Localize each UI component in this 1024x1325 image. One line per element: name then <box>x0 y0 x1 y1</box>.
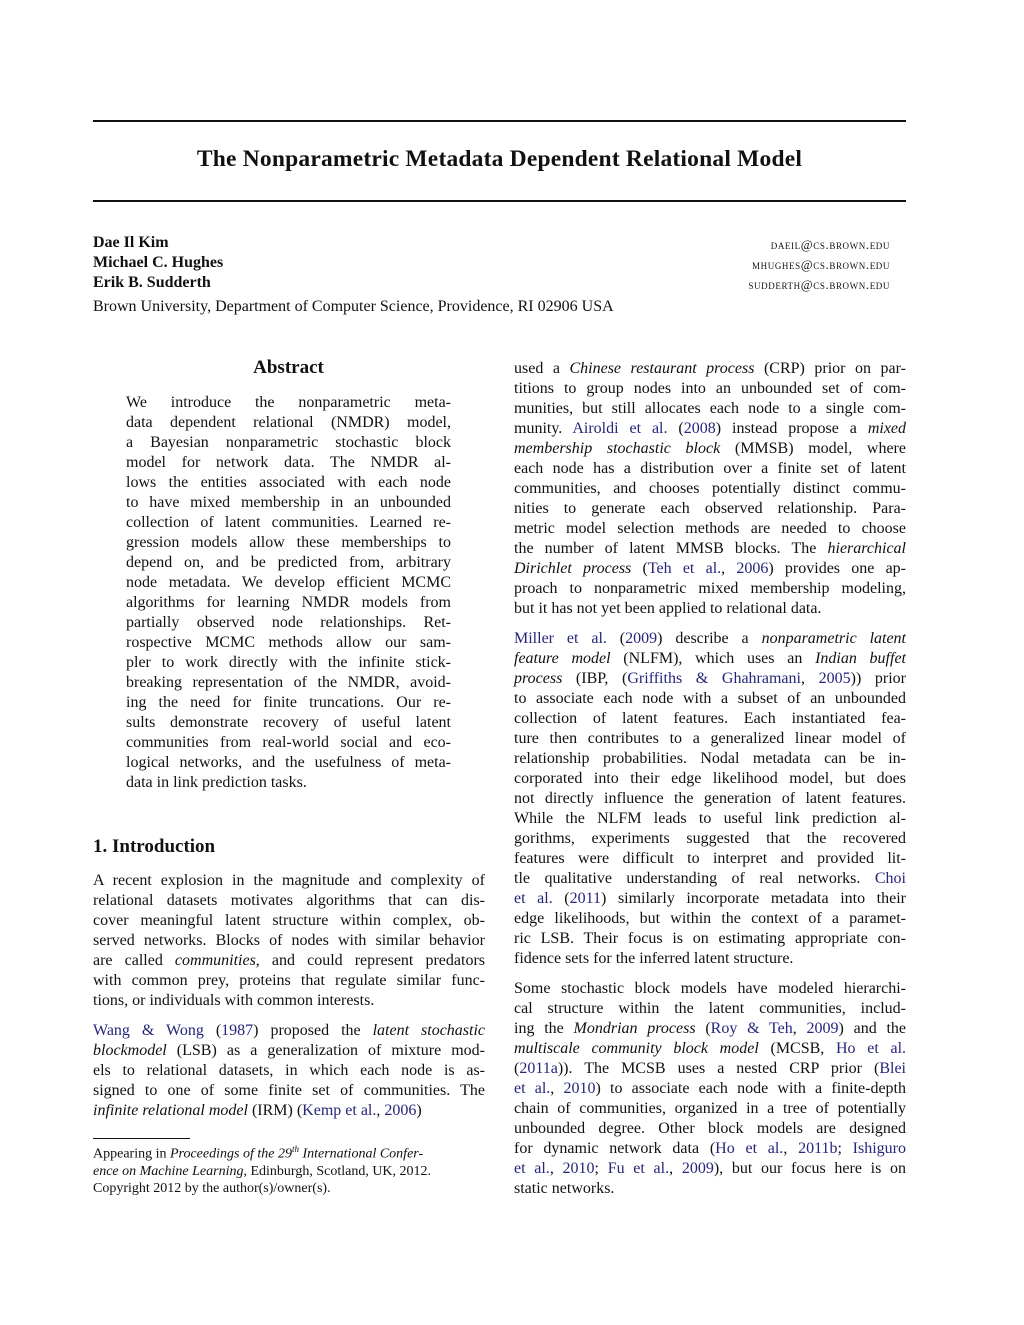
text-run: ing the need for finite truncations. Our re- <box>126 694 451 711</box>
text-run: not directly influence the generation of latent features. <box>514 790 906 807</box>
italic-term: blockmodel <box>93 1042 167 1059</box>
text-run: collection of latent communities. Learned re- <box>126 514 451 531</box>
text-line <box>514 1179 906 1199</box>
italic-term: process <box>514 670 563 687</box>
citation-link[interactable]: Fu et al. <box>607 1160 670 1177</box>
text-run: but it has not yet been applied to relational data. <box>514 600 822 617</box>
citation-link[interactable]: 2011a <box>519 1060 558 1077</box>
text-line <box>514 749 906 769</box>
text-run: ; <box>594 1160 608 1177</box>
text-line <box>93 1101 485 1121</box>
text-run: (LSB) as a generalization of mixture mod- <box>166 1042 485 1059</box>
text-line <box>514 519 906 539</box>
text-run: , <box>376 1102 385 1119</box>
text-line <box>93 891 485 911</box>
text-run: collection of latent features. Each instantiated fea- <box>514 710 906 727</box>
text-line <box>514 979 906 999</box>
text-line <box>514 439 906 459</box>
citation-link[interactable]: 2008 <box>683 420 716 437</box>
text-line <box>514 629 906 649</box>
text-run: )) prior <box>850 670 907 687</box>
text-run: (MMSB) model, where <box>720 440 906 457</box>
text-run: ( <box>631 560 648 577</box>
text-run: partially observed node relationships. Ret- <box>126 614 451 631</box>
text-run: , and could represent predators <box>255 952 485 969</box>
citation-link[interactable]: Griffiths & Ghahramani <box>627 670 801 687</box>
text-run: rospective MCMC methods allow our sam- <box>126 634 451 651</box>
text-line <box>126 493 451 513</box>
text-run: ( <box>606 630 626 647</box>
abstract-heading: Abstract <box>253 357 324 378</box>
text-line <box>126 513 451 533</box>
text-line <box>126 653 451 673</box>
text-line <box>93 951 485 971</box>
text-run: model for network data. The NMDR al- <box>126 454 451 471</box>
text-run: breaking representation of the NMDR, avoid- <box>126 674 451 691</box>
text-line <box>514 729 906 749</box>
text-run: ) proposed the <box>253 1022 373 1039</box>
text-run: ( <box>552 890 570 907</box>
text-run: served networks. Blocks of nodes with similar behavior <box>93 932 485 949</box>
footnote-venue: Proceedings of the 29 <box>169 1146 292 1162</box>
text-run: , <box>721 560 737 577</box>
text-line <box>93 1081 485 1101</box>
text-run: cal structure within the latent communities, includ- <box>514 1000 906 1017</box>
text-run: ture then contributes to a generalized linear model of <box>514 730 906 747</box>
text-line <box>514 1079 906 1099</box>
italic-term: multiscale community block model <box>514 1040 759 1057</box>
text-run: corporated into their edge likelihood model, but does <box>514 770 906 787</box>
text-run: ; <box>837 1140 853 1157</box>
citation-link[interactable]: 1987 <box>221 1022 254 1039</box>
text-run: , <box>783 1140 799 1157</box>
text-run: algorithms for learning NMDR models from <box>126 594 451 611</box>
citation-link[interactable]: 2006 <box>384 1102 417 1119</box>
author-email[interactable]: daeil@cs.brown.edu <box>770 237 890 252</box>
text-run: relationship probabilities. Nodal metadata can be in- <box>514 750 906 767</box>
affiliation: Brown University, Department of Computer Science, Providence, RI 02906 USA <box>93 298 614 315</box>
text-run: data dependent relational (NMDR) model, <box>126 414 451 431</box>
text-run: proach to nonparametric mixed membership modeling, <box>514 580 906 597</box>
text-line <box>514 909 906 929</box>
text-run: features were difficult to interpret and provided lit- <box>514 850 906 867</box>
top-rule <box>93 120 906 122</box>
text-line <box>514 459 906 479</box>
citation-link[interactable]: 2006 <box>736 560 769 577</box>
text-run: gorithms, experiments suggested that the recovered <box>514 830 906 847</box>
text-run: munity. <box>514 420 573 437</box>
text-run: ( <box>667 420 684 437</box>
italic-term: infinite relational model <box>93 1102 248 1119</box>
footnote-text: Appearing in <box>93 1146 170 1162</box>
text-line <box>514 499 906 519</box>
citation-link[interactable]: Choi <box>874 870 906 887</box>
text-run: are called <box>93 952 175 969</box>
text-run: , <box>550 1080 564 1097</box>
text-run: communities, and chooses potentially distinct commu- <box>514 480 906 497</box>
text-run: ) provides one ap- <box>768 560 907 577</box>
footnote-venue: ence on Machine Learning <box>93 1163 244 1179</box>
citation-link[interactable]: et al. <box>514 890 553 907</box>
citation-link[interactable]: 2010 <box>562 1160 595 1177</box>
text-line <box>126 633 451 653</box>
text-line <box>514 1059 906 1079</box>
text-line <box>514 1019 906 1039</box>
citation-link[interactable]: et al. <box>514 1160 550 1177</box>
text-run: ) instead propose a <box>715 420 868 437</box>
text-line <box>514 419 906 439</box>
italic-term: Mondrian process <box>573 1020 696 1037</box>
text-line <box>93 911 485 931</box>
text-line <box>514 559 906 579</box>
text-line <box>93 1041 485 1061</box>
text-run: used a <box>514 360 570 377</box>
citation-link[interactable]: Ho et al. <box>835 1040 907 1057</box>
title-bottom-rule <box>93 200 906 202</box>
text-line <box>126 553 451 573</box>
citation-link[interactable]: Ishiguro <box>852 1140 906 1157</box>
text-run: (NLFM), which uses an <box>610 650 816 667</box>
text-line <box>126 733 451 753</box>
text-line <box>514 869 906 889</box>
text-run: ( <box>514 1060 520 1077</box>
text-run: We introduce the nonparametric meta- <box>126 394 451 411</box>
text-line <box>93 931 485 951</box>
text-line <box>514 379 906 399</box>
paragraph <box>93 1021 485 1121</box>
text-line <box>126 593 451 613</box>
italic-term: Chinese restaurant process <box>569 360 755 377</box>
citation-link[interactable]: 2009 <box>681 1160 714 1177</box>
right-column-body <box>514 359 906 1209</box>
text-line <box>514 1139 906 1159</box>
paragraph <box>514 629 906 969</box>
text-line <box>514 669 906 689</box>
text-run: titions to group nodes into an unbounded set of com- <box>514 380 906 397</box>
left-column-body <box>93 871 485 1131</box>
text-run: to associate each node with a subset of an unbounded <box>514 690 906 707</box>
text-line <box>514 949 906 969</box>
italic-term: mixed <box>867 420 907 437</box>
text-run: the number of latent MMSB blocks. The <box>514 540 828 557</box>
text-line <box>126 693 451 713</box>
text-line <box>514 599 906 619</box>
text-line <box>93 1061 485 1081</box>
citation-link[interactable]: Teh et al. <box>647 560 722 577</box>
italic-term: Indian buffet <box>815 650 906 667</box>
text-run: tions, or individuals with common interests. <box>93 992 375 1009</box>
footnote-rule <box>93 1138 190 1139</box>
text-run: ( <box>695 1020 711 1037</box>
citation-link[interactable]: Kemp et al. <box>302 1102 377 1119</box>
text-line <box>93 991 485 1011</box>
text-run: a Bayesian nonparametric stochastic block <box>126 434 451 451</box>
text-line <box>126 573 451 593</box>
text-run: While the NLFM leads to useful link prediction al- <box>514 810 906 827</box>
text-run: data in link prediction tasks. <box>126 774 307 791</box>
text-run: chain of communities, organized in a tree of potentially <box>514 1100 906 1117</box>
text-run: )). The MCSB uses a nested CRP prior ( <box>557 1060 880 1077</box>
text-run: , <box>792 1020 807 1037</box>
text-run: gression models allow these memberships to <box>126 534 451 551</box>
text-run: pler to work directly with the infinite stick- <box>126 654 451 671</box>
text-line <box>126 473 451 493</box>
citation-link[interactable]: 2005 <box>818 670 851 687</box>
citation-link[interactable]: 2009 <box>806 1020 839 1037</box>
citation-link[interactable]: 2011 <box>569 890 602 907</box>
text-run: each node has a distribution over a finite set of latent <box>514 460 906 477</box>
paragraph <box>514 979 906 1199</box>
text-line <box>126 673 451 693</box>
text-run: communities from real-world social and eco- <box>126 734 451 751</box>
text-line <box>126 753 451 773</box>
text-run: els to relational datasets, in which each node is as- <box>93 1062 485 1079</box>
text-run: ), but our focus here is on <box>713 1160 907 1177</box>
footnote-text: , Edinburgh, Scotland, UK, 2012. <box>243 1163 432 1179</box>
text-run: unbounded degree. Other block models are designed <box>514 1120 906 1137</box>
text-line <box>514 769 906 789</box>
text-line <box>514 479 906 499</box>
text-run: nities to generate each observed relationship. Para- <box>514 500 906 517</box>
italic-term: latent stochastic <box>372 1022 486 1039</box>
text-run: lows the entities associated with each node <box>126 474 451 491</box>
text-line <box>126 533 451 553</box>
text-run: ( <box>203 1022 222 1039</box>
text-run: to have mixed membership in an unbounded <box>126 494 451 511</box>
text-run: sults demonstrate recovery of useful latent <box>126 714 451 731</box>
text-line <box>126 453 451 473</box>
text-run: , <box>800 670 819 687</box>
text-line <box>93 971 485 991</box>
abstract-body <box>126 393 451 803</box>
text-line <box>514 539 906 559</box>
text-line <box>514 789 906 809</box>
italic-term: feature model <box>514 650 611 667</box>
citation-link[interactable]: et al. <box>514 1080 551 1097</box>
text-line <box>126 773 451 793</box>
author-name: Erik B. Sudderth <box>93 274 211 291</box>
text-run: node metadata. We develop efficient MCMC <box>126 574 451 591</box>
text-line <box>514 399 906 419</box>
text-run: for dynamic network data ( <box>514 1140 716 1157</box>
text-run: ric LSB. Their focus is on estimating appropriate con- <box>514 930 906 947</box>
text-run: relational datasets motivates algorithms that can dis- <box>93 892 485 909</box>
text-run: ) describe a <box>657 630 762 647</box>
paragraph <box>514 359 906 619</box>
text-line <box>93 871 485 891</box>
text-run: munities, but still allocates each node to a single com- <box>514 400 906 417</box>
paragraph <box>126 393 451 793</box>
text-run: with common prey, proteins that regulate similar func- <box>93 972 485 989</box>
text-run: , <box>669 1160 682 1177</box>
text-run: signed to one of some finite set of communities. The <box>93 1082 485 1099</box>
italic-term: Dirichlet process <box>514 560 632 577</box>
text-line <box>514 709 906 729</box>
text-run: Some stochastic block models have modeled hierarchi- <box>514 980 906 997</box>
text-line <box>514 1039 906 1059</box>
text-run: depend on, and be predicted from, arbitrary <box>126 554 451 571</box>
text-run: A recent explosion in the magnitude and complexity of <box>93 872 485 889</box>
text-run: ) to associate each node with a finite-depth <box>595 1080 907 1097</box>
text-run: logical networks, and the usefulness of meta- <box>126 754 451 771</box>
citation-link[interactable]: Blei <box>879 1060 906 1077</box>
author-name: Dae Il Kim <box>93 234 169 251</box>
text-run: cover meaningful latent structure within complex, ob- <box>93 912 485 929</box>
text-run: , <box>549 1160 563 1177</box>
paragraph <box>93 871 485 1011</box>
author-email[interactable]: mhughes@cs.brown.edu <box>752 257 890 272</box>
text-line <box>514 1159 906 1179</box>
footnote-venue: International Confer- <box>298 1146 424 1162</box>
text-run: ) similarly incorporate metadata into their <box>601 890 906 907</box>
text-line <box>514 929 906 949</box>
citation-link[interactable]: 2010 <box>563 1080 596 1097</box>
paper-title: The Nonparametric Metadata Dependent Relational Model <box>196 146 803 172</box>
footnote-copyright: Copyright 2012 by the author(s)/owner(s). <box>93 1180 331 1196</box>
text-line <box>126 433 451 453</box>
text-run: tle qualitative understanding of real networks. <box>514 870 875 887</box>
text-line <box>126 413 451 433</box>
author-name: Michael C. Hughes <box>93 254 224 271</box>
text-line <box>514 1099 906 1119</box>
text-line <box>93 1021 485 1041</box>
text-line <box>514 649 906 669</box>
text-run: (IRM) ( <box>247 1102 303 1119</box>
text-line <box>514 1119 906 1139</box>
footnote-sup: th <box>291 1144 299 1154</box>
text-line <box>514 999 906 1019</box>
citation-link[interactable]: 2011b <box>798 1140 838 1157</box>
text-line <box>514 359 906 379</box>
text-run: edge likelihoods, but within the context of a paramet- <box>514 910 906 927</box>
text-run: metric model selection methods are needed to choose <box>514 520 906 537</box>
text-run: static networks. <box>514 1180 615 1197</box>
text-run: ) and the <box>838 1020 907 1037</box>
text-line <box>514 809 906 829</box>
text-line <box>126 393 451 413</box>
italic-term: hierarchical <box>827 540 906 557</box>
author-email[interactable]: sudderth@cs.brown.edu <box>748 277 890 292</box>
italic-term: nonparametric latent <box>761 630 907 647</box>
text-run: (MCSB, <box>758 1040 836 1057</box>
italic-term: membership stochastic block <box>514 440 721 457</box>
citation-link[interactable]: Ho et al. <box>715 1140 784 1157</box>
text-line <box>514 579 906 599</box>
citation-link[interactable]: Miller et al. <box>514 630 607 647</box>
citation-link[interactable]: Wang & Wong <box>93 1022 204 1039</box>
text-run: fidence sets for the inferred latent structure. <box>514 950 794 967</box>
section-heading-introduction: 1. Introduction <box>93 836 216 857</box>
citation-link[interactable]: Roy & Teh <box>710 1020 793 1037</box>
text-run: (IBP, ( <box>562 670 628 687</box>
text-line <box>126 613 451 633</box>
citation-link[interactable]: Airoldi et al. <box>572 420 668 437</box>
text-line <box>514 849 906 869</box>
text-line <box>514 689 906 709</box>
text-run: (CRP) prior on par- <box>754 360 906 377</box>
citation-link[interactable]: 2009 <box>625 630 658 647</box>
text-run: ) <box>416 1102 422 1119</box>
text-line <box>126 713 451 733</box>
footnote <box>93 1141 488 1197</box>
text-line <box>514 889 906 909</box>
italic-term: communities <box>174 952 256 969</box>
text-run: ing the <box>514 1020 574 1037</box>
text-line <box>514 829 906 849</box>
